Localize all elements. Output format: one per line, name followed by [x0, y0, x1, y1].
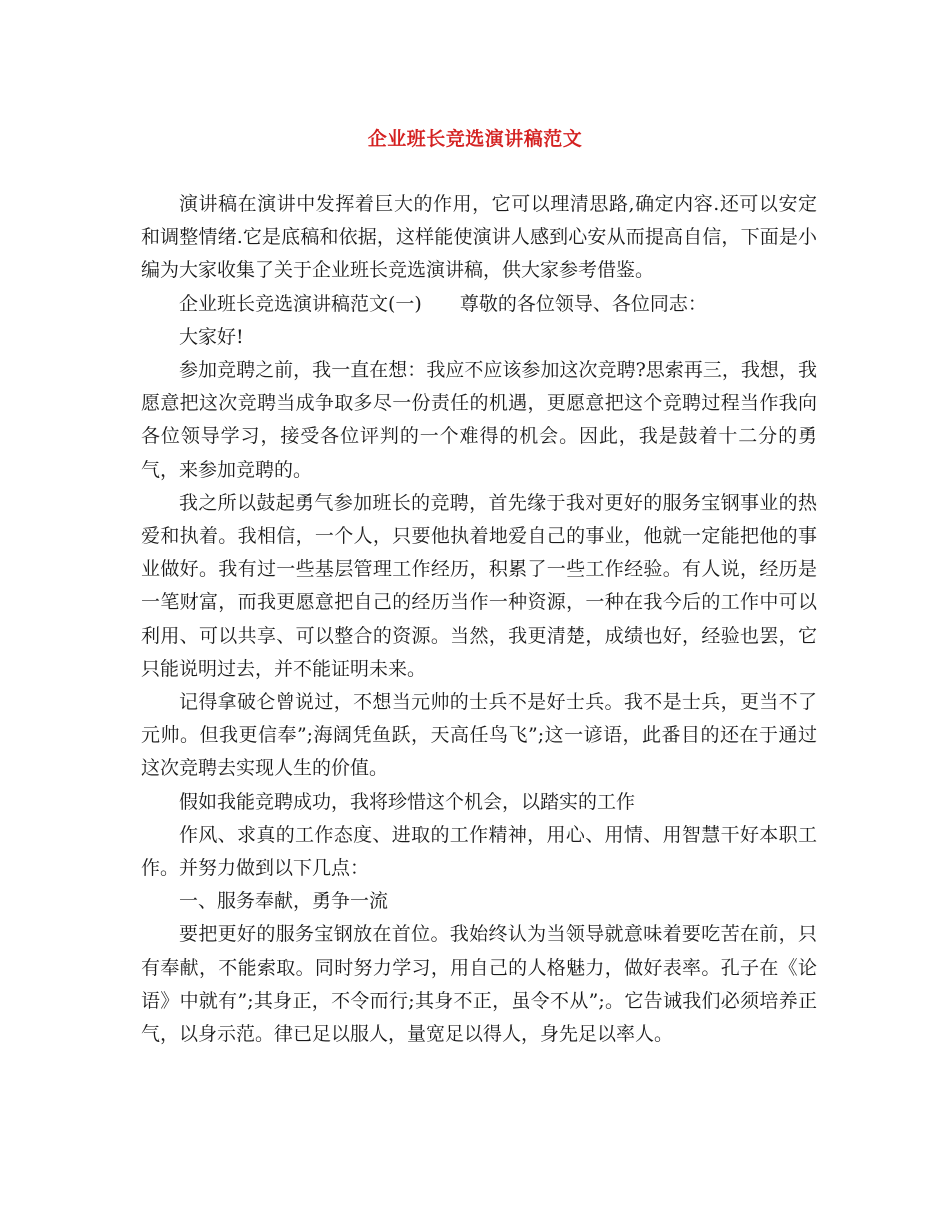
- document-title: 企业班长竞选演讲稿范文: [367, 128, 583, 150]
- paragraph-service: 要把更好的服务宝钢放在首位。我始终认为当领导就意味着要吃苦在前，只有奉献，不能索取。同时努力学习，用自己的人格魅力，做好表率。孔子在《论语》中就有”;其身正，不令而行;其身不正，虽令不从”;。它告诫我们必须培养正气，以身示范。律已足以服人，量宽足以得人，身先足以率人。: [141, 923, 817, 1046]
- document-body: [141, 188, 817, 1051]
- paragraph-napoleon: 记得拿破仑曾说过，不想当元帅的士兵不是好士兵。我不是士兵，更当不了元帅。但我更信奉”;海阔凭鱼跃，天高任鸟飞”;这一谚语，此番目的还在于通过这次竞聘去实现人生的价值。: [141, 691, 817, 780]
- paragraph-intro: 演讲稿在演讲中发挥着巨大的作用，它可以理清思路,确定内容.还可以安定和调整情绪.它是底稿和依据，这样能使演讲人感到心安从而提高自信，下面是小编为大家收集了关于企业班长竞选演讲稿，供大家参考借鉴。: [141, 193, 817, 282]
- paragraph-if-success: 假如我能竞聘成功，我将珍惜这个机会，以踏实的工作: [179, 790, 636, 813]
- paragraph-work-style: 作风、求真的工作态度、进取的工作精神，用心、用情、用智慧干好本职工作。并努力做到以下几点：: [141, 823, 817, 880]
- paragraph-heading-salutation: 企业班长竞选演讲稿范文(一) 尊敬的各位领导、各位同志：: [179, 292, 707, 315]
- paragraph-greeting: 大家好!: [179, 325, 244, 348]
- paragraph-experience: 我之所以鼓起勇气参加班长的竞聘，首先缘于我对更好的服务宝钢事业的热爱和执着。我相信，一个人，只要他执着地爱自己的事业，他就一定能把他的事业做好。我有过一些基层管理工作经历，积累了一些工作经验。有人说，经历是一笔财富，而我更愿意把自己的经历当作一种资源，一种在我今后的工作中可以利用、可以共享、可以整合的资源。当然，我更清楚，成绩也好，经验也罢，它只能说明过去，并不能证明未来。: [141, 491, 817, 680]
- paragraph-motivation: 参加竞聘之前，我一直在想：我应不应该参加这次竞聘?思索再三，我想，我愿意把这次竞聘当成争取多尽一份责任的机遇，更愿意把这个竞聘过程当作我向各位领导学习，接受各位评判的一个难得的机会。因此，我是鼓着十二分的勇气，来参加竞聘的。: [141, 359, 817, 481]
- section-heading-service: 一、服务奉献，勇争一流: [179, 890, 389, 913]
